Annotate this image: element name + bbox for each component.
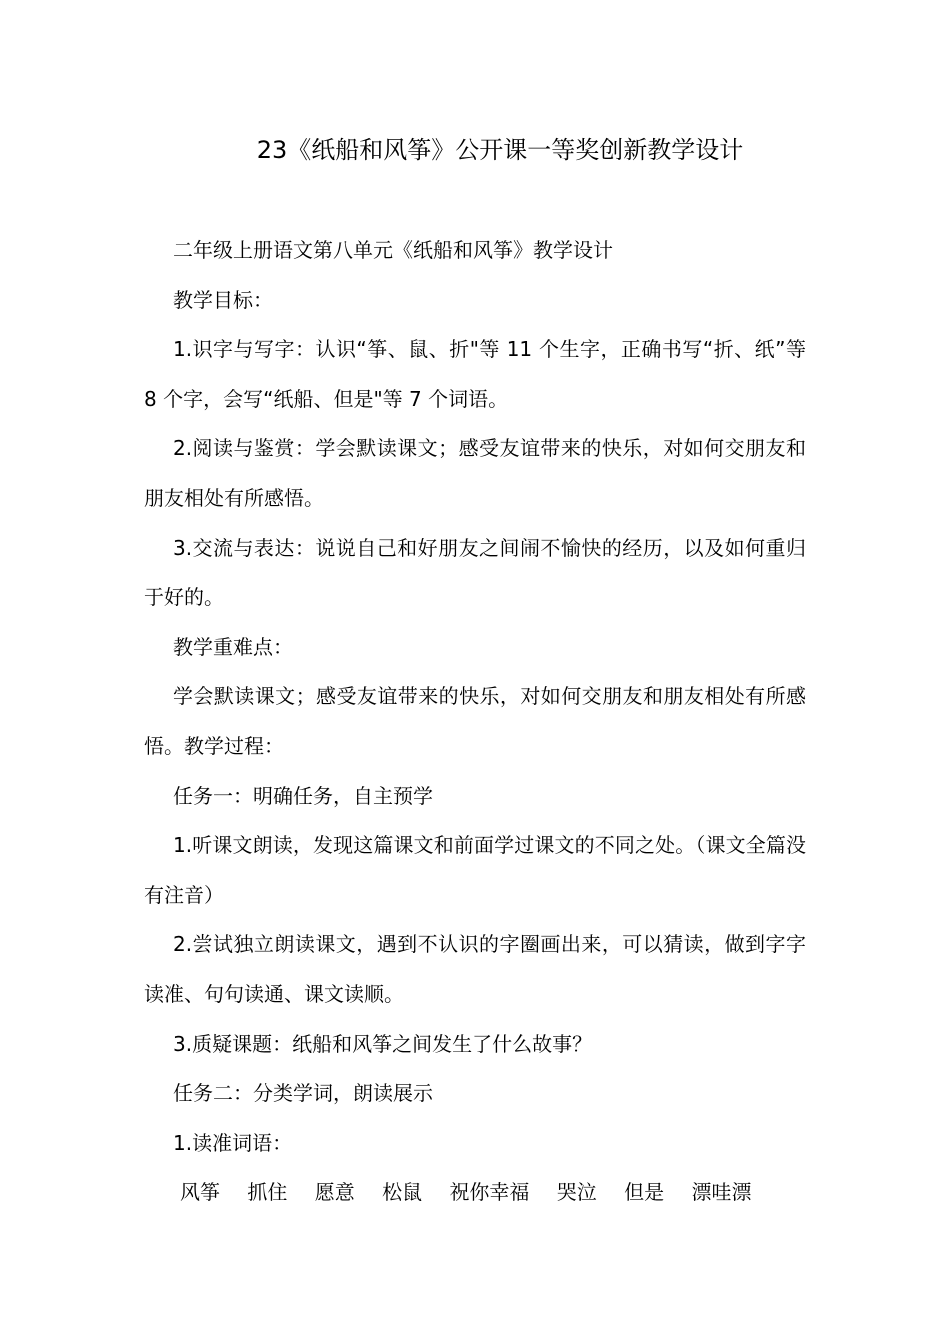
paragraph-task-2-heading: 任务二：分类学词，朗读展示	[173, 1081, 433, 1106]
paragraph-task-1-step-1: 1.听课文朗读，发现这篇课文和前面学过课文的不同之处。（课文全篇没有注音）	[144, 833, 806, 907]
paragraph-task-1-step-2: 2.尝试独立朗读课文，遇到不认识的字圈画出来，可以猜读，做到字字读准、句句读通、课文读顺。	[144, 932, 806, 1006]
vocabulary-word: 愿意	[314, 1180, 355, 1205]
paragraph-objective-3: 3.交流与表达：说说自己和好朋友之间闹不愉快的经历，以及如何重归于好的。	[144, 535, 806, 610]
vocabulary-word: 祝你幸福	[449, 1180, 530, 1205]
vocabulary-word: 但是	[624, 1180, 665, 1205]
vocabulary-word: 漂哇漂	[691, 1180, 752, 1205]
paragraph-subtitle: 二年级上册语文第八单元《纸船和风筝》教学设计	[173, 238, 613, 262]
paragraph-objectives-heading: 教学目标：	[173, 287, 273, 312]
paragraph-objective-2: 2.阅读与鉴赏：学会默读课文；感受友谊带来的快乐，对如何交朋友和朋友相处有所感悟。	[144, 436, 806, 510]
vocabulary-word: 松鼠	[382, 1180, 423, 1205]
vocabulary-word: 风筝	[180, 1180, 220, 1205]
document-body	[144, 226, 806, 1218]
paragraph-task-1-heading: 任务一：明确任务，自主预学	[173, 783, 433, 808]
paragraph-key-points-heading: 教学重难点：	[173, 634, 293, 659]
paragraph-task-2-step-1: 1.读准词语：	[173, 1130, 293, 1155]
vocabulary-word: 抓住	[247, 1180, 288, 1205]
document-title: 23《纸船和风筝》公开课一等奖创新教学设计	[256, 136, 744, 164]
paragraph-objective-1: 1.识字与写字：认识“筝、鼠、折"等 11 个生字，正确书写“折、纸”等 8 个字，会写“纸船、但是"等 7 个词语。	[144, 337, 806, 411]
vocabulary-word: 哭泣	[556, 1180, 597, 1205]
paragraph-task-1-step-3: 3.质疑课题：纸船和风筝之间发生了什么故事？	[173, 1031, 593, 1056]
paragraph-key-points: 学会默读课文；感受友谊带来的快乐，对如何交朋友和朋友相处有所感悟。教学过程：	[144, 684, 806, 758]
vocabulary-list	[144, 1168, 806, 1218]
